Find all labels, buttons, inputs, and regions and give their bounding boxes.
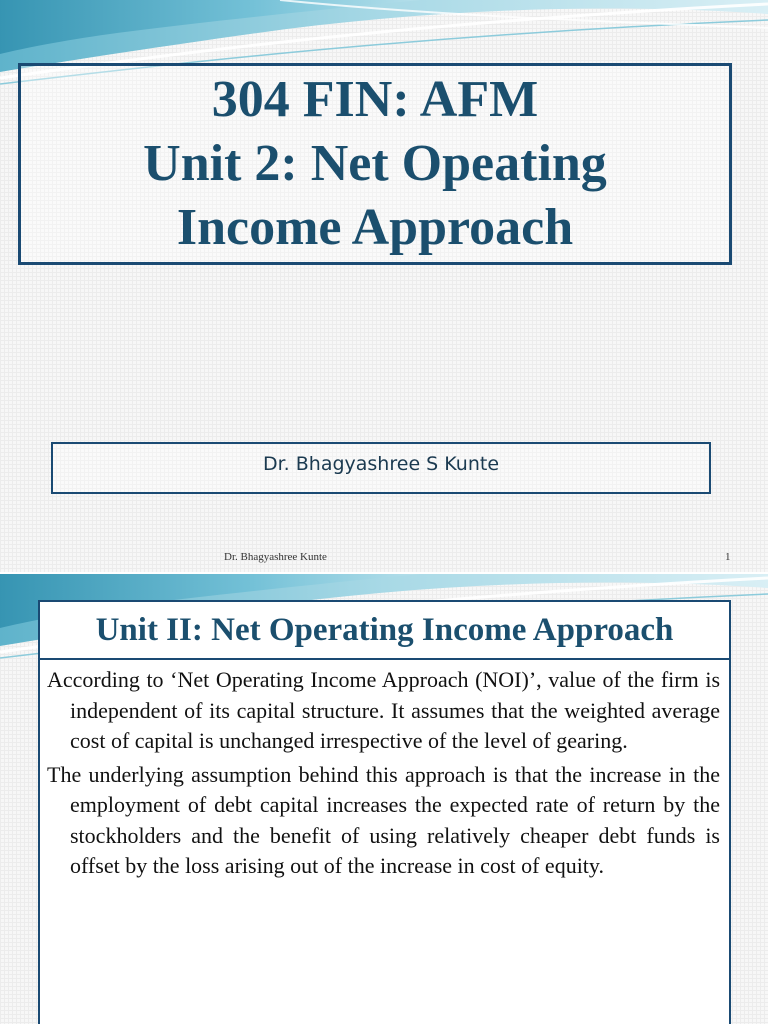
title-line-2: Unit 2: Net Opeating: [143, 135, 607, 192]
title-box: [18, 63, 732, 265]
paragraph-underlying-assumption: The underlying assumption behind this approach is that the increase in the employment of debt capital increases the expected rate of return by the stockholders and the benefit of using relatively cheaper debt funds is offset by the loss arising out of the increase in cost of equity.: [47, 761, 720, 878]
title-line-3: Income Approach: [176, 199, 574, 256]
page-number: 1: [725, 551, 731, 563]
author-box: [51, 442, 711, 494]
slide-2: [0, 574, 768, 1024]
slide-title: Unit II: Net Operating Income Approach: [95, 611, 674, 648]
content-title-bar: [40, 602, 729, 660]
title-line-1: 304 FIN: AFM: [211, 71, 539, 128]
footer-author: Dr. Bhagyashree Kunte: [224, 551, 327, 563]
paragraph-noi-definition: According to ‘Net Operating Income Approach (NOI)’, value of the firm is independent of its capital structure. It assumes that the weighted average cost of capital is unchanged irrespective of the level of gearing.: [47, 667, 720, 753]
author-name: Dr. Bhagyashree S Kunte: [262, 453, 500, 475]
content-box: [38, 600, 731, 1024]
